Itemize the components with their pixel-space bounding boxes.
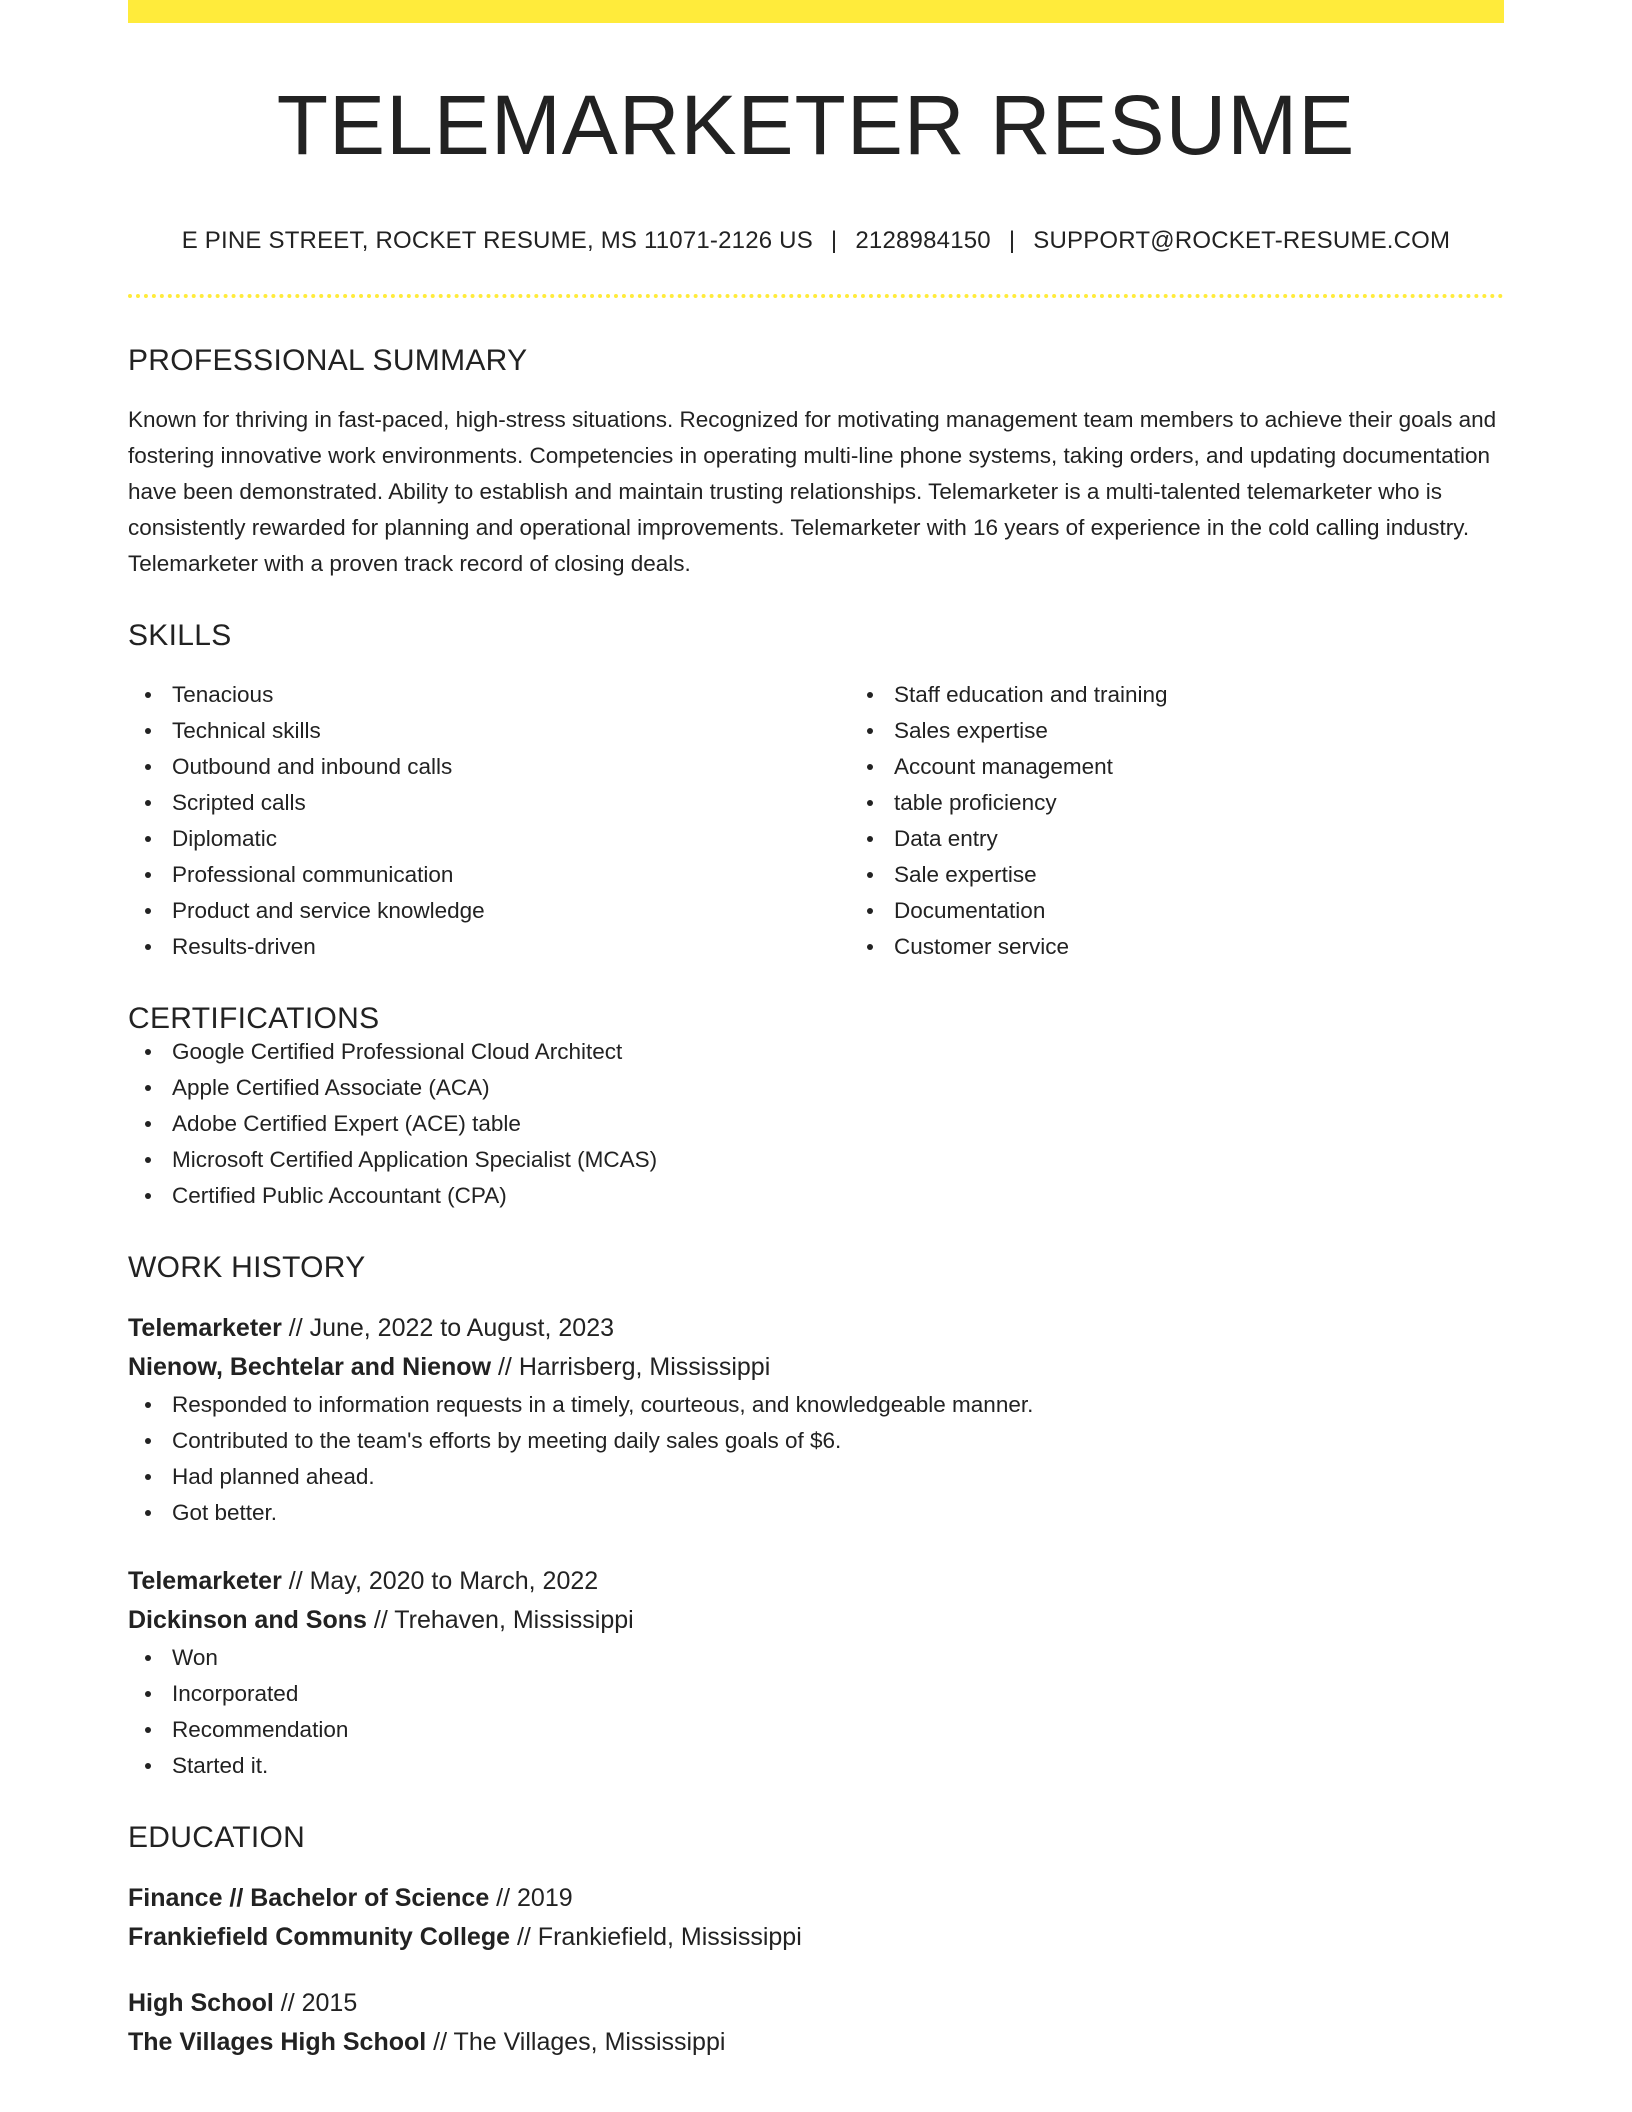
job-location: // Trehaven, Mississippi	[366, 1606, 634, 1634]
job-bullets	[128, 1640, 1504, 1784]
job-role: Telemarketer	[128, 1314, 282, 1342]
skills-heading: SKILLS	[128, 619, 232, 652]
skill-item: Scripted calls	[172, 785, 850, 821]
skill-item: Diplomatic	[172, 821, 850, 857]
skill-item: Data entry	[894, 821, 1572, 857]
education-school: Frankiefield Community College	[128, 1923, 511, 1951]
job-bullet: Had planned ahead.	[172, 1459, 1504, 1495]
skill-item: Sales expertise	[894, 713, 1572, 749]
top-accent-bar	[128, 0, 1504, 23]
skill-item: Product and service knowledge	[172, 893, 850, 929]
certification-item: Certified Public Accountant (CPA)	[172, 1178, 1504, 1214]
job-title-line	[128, 1562, 1504, 1601]
address: E PINE STREET, ROCKET RESUME, MS 11071-2126 US	[181, 227, 813, 254]
skills-left-list	[128, 677, 850, 965]
job-dates: // June, 2022 to August, 2023	[281, 1314, 614, 1342]
contact-line	[128, 229, 1504, 253]
skill-item: Tenacious	[172, 677, 850, 713]
certification-item: Google Certified Professional Cloud Architect	[172, 1034, 1504, 1070]
job-company: Dickinson and Sons	[128, 1606, 367, 1634]
job-title-line	[128, 1309, 1504, 1348]
separator: |	[830, 227, 838, 254]
work-history-heading: WORK HISTORY	[128, 1251, 366, 1284]
resume-title: TELEMARKETER RESUME	[276, 78, 1356, 172]
skill-item: Professional communication	[172, 857, 850, 893]
job-bullet: Started it.	[172, 1748, 1504, 1784]
skill-item: Outbound and inbound calls	[172, 749, 850, 785]
email: SUPPORT@ROCKET-RESUME.COM	[1033, 227, 1451, 254]
job-company-line	[128, 1601, 1504, 1640]
job-bullet: Won	[172, 1640, 1504, 1676]
job-location: // Harrisberg, Mississippi	[491, 1353, 771, 1381]
job-bullet: Got better.	[172, 1495, 1504, 1531]
skill-item: Sale expertise	[894, 857, 1572, 893]
job-bullets	[128, 1387, 1504, 1531]
certifications-list	[128, 1034, 1504, 1214]
job-role: Telemarketer	[128, 1567, 282, 1595]
dotted-divider	[128, 294, 1504, 298]
education-year: // 2019	[489, 1884, 573, 1912]
resume-page	[128, 0, 1504, 2062]
summary-heading: PROFESSIONAL SUMMARY	[128, 344, 528, 377]
education-school-line	[128, 1918, 1504, 1957]
education-school-line	[128, 2023, 1504, 2062]
education-heading: EDUCATION	[128, 1821, 306, 1854]
education-degree: Finance // Bachelor of Science	[128, 1884, 490, 1912]
job-company: Nienow, Bechtelar and Nienow	[128, 1353, 492, 1381]
certification-item: Adobe Certified Expert (ACE) table	[172, 1106, 1504, 1142]
certification-item: Apple Certified Associate (ACA)	[172, 1070, 1504, 1106]
job-bullet: Contributed to the team's efforts by meeting daily sales goals of $6.	[172, 1423, 1504, 1459]
skill-item: Staff education and training	[894, 677, 1572, 713]
job-dates: // May, 2020 to March, 2022	[281, 1567, 599, 1595]
skill-item: Technical skills	[172, 713, 850, 749]
skill-item: Account management	[894, 749, 1572, 785]
skills-right-list	[850, 677, 1572, 965]
education-year: // 2015	[273, 1989, 358, 2017]
skill-item: Documentation	[894, 893, 1572, 929]
education-location: // The Villages, Mississippi	[426, 2028, 726, 2056]
phone: 2128984150	[855, 227, 991, 254]
certification-item: Microsoft Certified Application Specialist (MCAS)	[172, 1142, 1504, 1178]
job-bullet: Recommendation	[172, 1712, 1504, 1748]
education-degree-line	[128, 1879, 1504, 1918]
skills-grid	[128, 677, 1504, 965]
education-location: // Frankiefield, Mississippi	[510, 1923, 802, 1951]
job-bullet: Incorporated	[172, 1676, 1504, 1712]
skill-item: table proficiency	[894, 785, 1572, 821]
education-school: The Villages High School	[128, 2028, 427, 2056]
education-degree-line	[128, 1984, 1504, 2023]
certifications-heading: CERTIFICATIONS	[128, 1002, 380, 1035]
job-company-line	[128, 1348, 1504, 1387]
skill-item: Customer service	[894, 929, 1572, 965]
summary-text: Known for thriving in fast-paced, high-stress situations. Recognized for motivating management team members to achieve their goals and fostering innovative work environments. Competencies in operating multi-line phone systems, taking orders, and updating documentation have been demonstrated. Ability to establish and maintain trusting relationships. Telemarketer is a multi-talented telemarketer who is consistently rewarded for planning and operational improvements. Telemarketer with 16 years of experience in the cold calling industry. Telemarketer with a proven track record of closing deals.	[128, 407, 1497, 576]
education-degree: High School	[128, 1989, 274, 2017]
job-bullet: Responded to information requests in a timely, courteous, and knowledgeable manner.	[172, 1387, 1504, 1423]
skill-item: Results-driven	[172, 929, 850, 965]
separator: |	[1008, 227, 1016, 254]
